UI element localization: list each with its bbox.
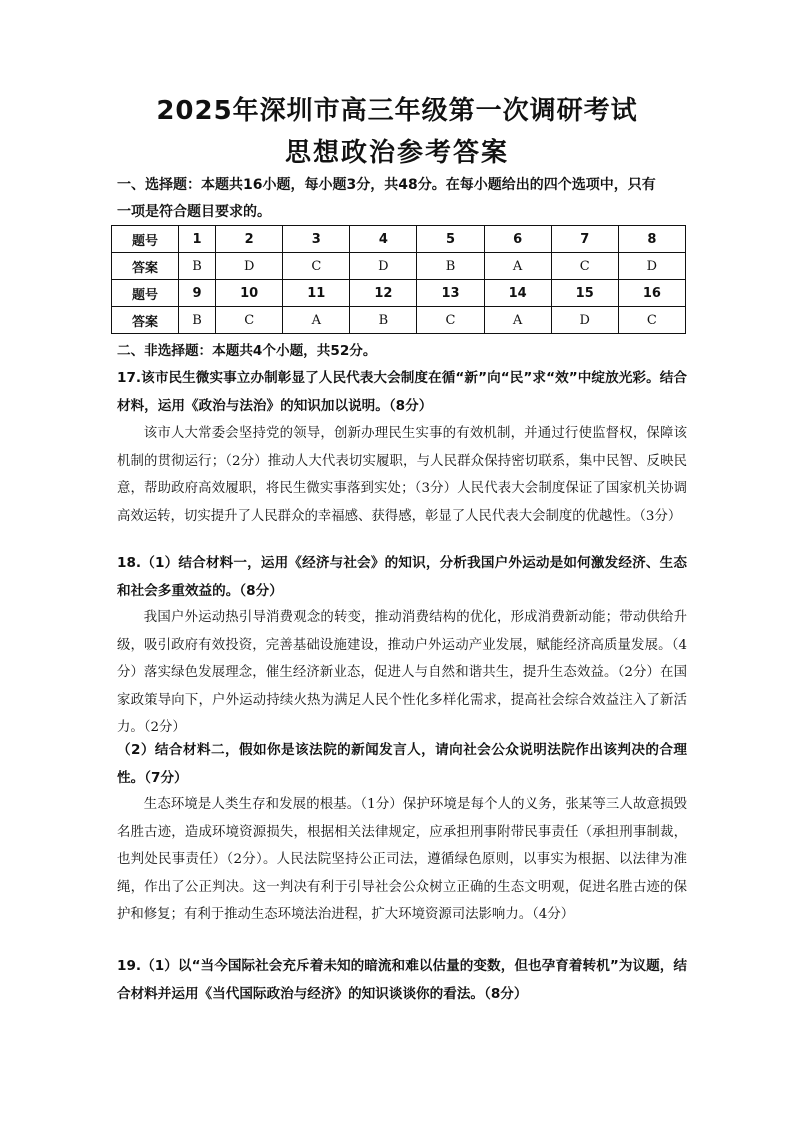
row-header-question: 题号 <box>112 226 179 253</box>
q17-answer: 该市人大常委会坚持党的领导，创新办理民生实事的有效机制，并通过行使监督权，保障该机制的贯彻运行；（2分）推动人大代表切实履职，与人民群众保持密切联系，集中民智、反映民意，帮助政府高效履职，将民生微实事落到实处；（3分）人民代表大会制度保证了国家机关协调高效运转，切实提升了人民群众的幸福感、获得感，彰显了人民代表大会制度的优越性。（3分） <box>117 426 687 524</box>
question-number: 10 <box>216 280 283 307</box>
question-number: 11 <box>283 280 350 307</box>
answer-cell: B <box>417 253 484 280</box>
question-number: 2 <box>216 226 283 253</box>
page-title: 2025年深圳市高三年级第一次调研考试 <box>156 96 638 126</box>
question-number: 12 <box>350 280 417 307</box>
question-number: 8 <box>618 226 685 253</box>
q17-question: 17.该市民生微实事立办制彰显了人民代表大会制度在循“新”向“民”求“效”中绽放光彩。结合材料，运用《政治与法治》的知识加以说明。（8分） <box>117 370 687 414</box>
row-header-answer: 答案 <box>112 253 179 280</box>
answer-cell: C <box>417 307 484 334</box>
answer-cell: C <box>283 253 350 280</box>
answer-cell: A <box>484 307 551 334</box>
answer-cell: C <box>216 307 283 334</box>
q18-2-question: （2）结合材料二，假如你是该法院的新闻发言人，请向社会公众说明法院作出该判决的合理性。（7分） <box>117 742 687 786</box>
answer-cell: D <box>350 253 417 280</box>
section2-heading: 二、非选择题：本题共4个小题，共52分。 <box>117 343 377 359</box>
table-row <box>112 253 686 280</box>
question-number: 16 <box>618 280 685 307</box>
question-number: 7 <box>551 226 618 253</box>
question-number: 15 <box>551 280 618 307</box>
question-number: 6 <box>484 226 551 253</box>
answer-cell: B <box>179 307 216 334</box>
section1-heading-line2: 一项是符合题目要求的。 <box>117 204 271 220</box>
section1-heading-line1: 一、选择题：本题共16小题，每小题3分，共48分。在每小题给出的四个选项中，只有 <box>117 177 656 193</box>
answer-cell: C <box>618 307 685 334</box>
answer-cell: A <box>283 307 350 334</box>
q18-1-question: 18.（1）结合材料一，运用《经济与社会》的知识，分析我国户外运动是如何激发经济、生态和社会多重效益的。（8分） <box>117 555 687 599</box>
answer-cell: A <box>484 253 551 280</box>
page-subtitle: 思想政治参考答案 <box>284 138 509 168</box>
table-row <box>112 226 686 253</box>
answer-cell: B <box>179 253 216 280</box>
answer-table <box>111 225 686 334</box>
row-header-answer: 答案 <box>112 307 179 334</box>
answer-cell: D <box>618 253 685 280</box>
question-number: 13 <box>417 280 484 307</box>
table-row <box>112 307 686 334</box>
q19-1-question: 19.（1）以“当今国际社会充斥着未知的暗流和难以估量的变数，但也孕育着转机”为议题，结合材料并运用《当代国际政治与经济》的知识谈谈你的看法。（8分） <box>117 958 687 1002</box>
question-number: 4 <box>350 226 417 253</box>
question-number: 5 <box>417 226 484 253</box>
table-row <box>112 280 686 307</box>
question-number: 3 <box>283 226 350 253</box>
answer-cell: C <box>551 253 618 280</box>
answer-cell: D <box>216 253 283 280</box>
question-number: 14 <box>484 280 551 307</box>
question-number: 9 <box>179 280 216 307</box>
row-header-question: 题号 <box>112 280 179 307</box>
answer-cell: B <box>350 307 417 334</box>
answer-cell: D <box>551 307 618 334</box>
question-number: 1 <box>179 226 216 253</box>
q18-1-answer: 我国户外运动热引导消费观念的转变，推动消费结构的优化，形成消费新动能；带动供给升级，吸引政府有效投资，完善基础设施建设，推动户外运动产业发展，赋能经济高质量发展。（4分）落实绿色发展理念，催生经济新业态，促进人与自然和谐共生，提升生态效益。（2分）在国家政策导向下，户外运动持续火热为满足人民个性化多样化需求，提高社会综合效益注入了新活力。（2分） <box>117 610 687 735</box>
q18-2-answer: 生态环境是人类生存和发展的根基。（1分）保护环境是每个人的义务，张某等三人故意损毁名胜古迹，造成环境资源损失，根据相关法律规定，应承担刑事附带民事责任（承担刑事制裁，也判处民事责任）（2分）。人民法院坚持公正司法，遵循绿色原则，以事实为根据、以法律为准绳，作出了公正判决。这一判决有利于引导社会公众树立正确的生态文明观，促进名胜古迹的保护和修复；有利于推动生态环境法治进程，扩大环境资源司法影响力。（4分） <box>117 797 687 922</box>
